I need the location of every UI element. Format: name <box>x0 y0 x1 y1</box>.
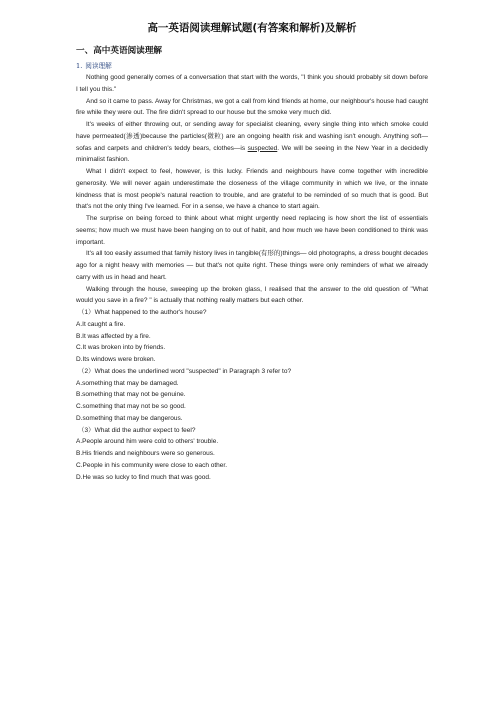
paragraph-3-part-a: It's weeks of either throwing out, or sending away for specialist cleaning, every single thing into which smoke could have permeated(渗透)because the particles(微粒) are an ongoing health risk and washing isn't enough. Anything soft—sofas and carpets and children's teddy bears, clothes—is <box>76 121 428 152</box>
subsection-number: 1. <box>76 62 83 70</box>
paragraph-6: It's all too easily assumed that family history lives in tangible(有形的)things— old photographs, a dress bought decades ago for a night heavy with memories — but that's not quite right. These things were only reminders of what we already carry with us in head and heart. <box>76 250 428 281</box>
underlined-word: suspected <box>247 144 278 152</box>
subsection-heading <box>76 60 112 70</box>
question-1-option-d: D.Its windows were broken. <box>76 356 156 363</box>
reading-passage <box>76 72 428 483</box>
paragraph-4: What I didn't expect to feel, however, is this lucky. Friends and neighbours have come together with incredible generosity. We will never again underestimate the closeness of the village community in which we live, or the innate kindness that is most people's natural reaction to trouble, and are grateful to be reminded of so much that is good. But that's not the only thing I've learned. For in a sense, we have a chance to start again. <box>76 168 428 211</box>
paragraph-7: Walking through the house, sweeping up the broken glass, I realised that the answer to the old question of "What would you save in a fire? " is actually that nothing really matters but each other. <box>76 285 428 305</box>
paragraph-2: And so it came to pass. Away for Christmas, we got a call from kind friends at home, our neighbour's house had caught fire while they were out. The fire didn't spread to our house but the smoke very much did. <box>76 97 428 117</box>
question-3-option-d: D.He was so lucky to find much that was good. <box>76 473 211 481</box>
paragraph-3 <box>76 119 428 166</box>
paragraph-1: Nothing good generally comes of a conversation that start with the words, "I think you should probably sit down before I tell you this." <box>76 74 428 93</box>
question-3-option-a: A.People around him were cold to others' trouble. <box>76 438 219 446</box>
question-2-option-b: B.something that may not be genuine. <box>76 391 186 399</box>
question-1-option-c: C.It was broken into by friends. <box>76 344 166 352</box>
question-1-option-b: B.It was affected by a fire. <box>76 332 151 340</box>
question-3-option-c: C.People in his community were close to each other. <box>76 461 228 469</box>
question-1-option-a: A.It caught a fire. <box>76 320 126 328</box>
paragraph-3-part-b: . We will be seeing in the New Year in a decidedly minimalist fashion. <box>76 144 428 164</box>
question-1-stem: （1）What happened to the author's house? <box>78 309 207 316</box>
document-title: 高一英语阅读理解试题(有答案和解析)及解析 <box>147 22 357 34</box>
question-3-option-b: B.His friends and neighbours were so generous. <box>76 450 215 457</box>
question-2-option-d: D.something that may be dangerous. <box>76 414 183 422</box>
question-2-option-a: A.something that may be damaged. <box>76 379 179 387</box>
question-3-stem: （3）What did the author expect to feel? <box>78 426 196 434</box>
paragraph-5: The surprise on being forced to think about what might urgently need replacing is how short the list of essentials seems; how much we must have been hanging on to out of habit, and how much we have been conditioned to think was important. <box>76 215 428 246</box>
question-2-option-c: C.something that may not be so good. <box>76 403 186 410</box>
question-2-stem: （2）What does the underlined word "suspected" in Paragraph 3 refer to? <box>78 367 292 375</box>
section-heading: 一、高中英语阅读理解 <box>76 46 162 56</box>
subsection-label: 阅读理解 <box>85 62 112 70</box>
